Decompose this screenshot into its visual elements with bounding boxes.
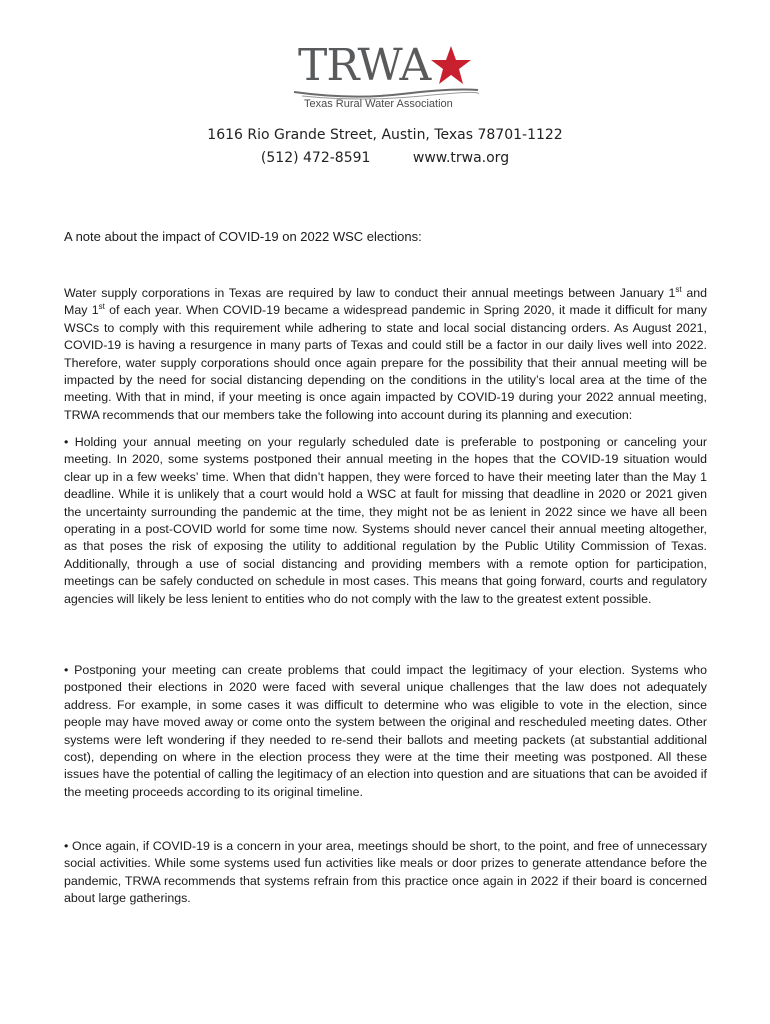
p1-text-c: of each year. When COVID-19 became a widespread pandemic in Spring 2020, it made it difficult for many WSCs to comply with this requirement while adhering to state and local social distancing orders. As August 2021, COVID-19 is having a resurgence in many parts of Texas and could still be a factor in our daily lives well into 2022. Therefore, water supply corporations should once again prepare for the possibility that their annual meeting will be impacted by the need for social distancing depending on the conditions in the utility’s local area at the time of the meeting. With that in mind, if your meeting is once again impacted by COVID-19 during your 2022 annual meeting, TRWA recommends that our members take the following into account during its planning and execution: (64, 303, 707, 422)
paragraph-2: • Holding your annual meeting on your regularly scheduled date is preferable to postponing or canceling your meeting. In 2020, some systems postponed their annual meeting in the hopes that the COVID-19 situation would clear up in a few weeks’ time. When that didn’t happen, they were forced to have their meeting later than the May 1 deadline. While it is unlikely that a court would hold a WSC at fault for missing that deadline in 2020 or 2021 given the uncertainty surrounding the pandemic at the time, they might not be as lenient in 2022 since we have all been operating in a post-COVID world for some time now. Systems should never cancel their annual meeting altogether, as that poses the risk of exposing the utility to additional regulation by the Public Utility Commission of Texas. Additionally, through a use of social distancing and providing members with a remote option for participation, meetings can be safely conducted on schedule in most cases. This means that going forward, courts and regulatory agencies will likely be less lenient to entities who do not comply with the law to the greatest extent possible. (64, 435, 707, 606)
intro-heading: A note about the impact of COVID-19 on 2022 WSC elections: (64, 229, 422, 244)
address-line: 1616 Rio Grande Street, Austin, Texas 78701-1122 (207, 127, 563, 143)
contact-line (0, 150, 770, 166)
paragraph-1 (64, 285, 707, 424)
trwa-logo (292, 42, 482, 114)
phone-number: (512) 472-8591 (260, 150, 371, 166)
p1-sup-2: st (98, 302, 105, 312)
p1-text-b: and May 1 (64, 286, 707, 318)
star-icon (430, 44, 472, 86)
logo-tagline: Texas Rural Water Association (304, 98, 453, 110)
logo-wordmark: TRWA (298, 40, 431, 91)
paragraph-3: • Postponing your meeting can create problems that could impact the legitimacy of your election. Systems who postponed their elections in 2020 were faced with several unique challenges that the law does not adequately address. For example, in some cases it was difficult to determine who was eligible to vote in the election, since people may have moved away or come onto the system between the original and rescheduled meeting dates. Other systems were left wondering if they needed to re-send their ballots and meeting packets (at substantial additional cost), depending on where in the election process they were at the time their meeting was postponed. All these issues have the potential of calling the legitimacy of an election into question and are situations that can be avoided if the meeting proceeds according to its original timeline. (64, 663, 707, 799)
paragraph-4: • Once again, if COVID-19 is a concern in your area, meetings should be short, to the point, and free of unnecessary social activities. While some systems used fun activities like meals or door prizes to generate attendance before the pandemic, TRWA recommends that systems refrain from this practice once again in 2022 if their board is concerned about large gatherings. (64, 839, 707, 906)
website-link: www.trwa.org (412, 150, 510, 166)
p1-sup-1: st (675, 284, 682, 294)
p1-text-a: Water supply corporations in Texas are required by law to conduct their annual meetings between January 1 (64, 286, 676, 300)
star-shape (431, 46, 471, 84)
